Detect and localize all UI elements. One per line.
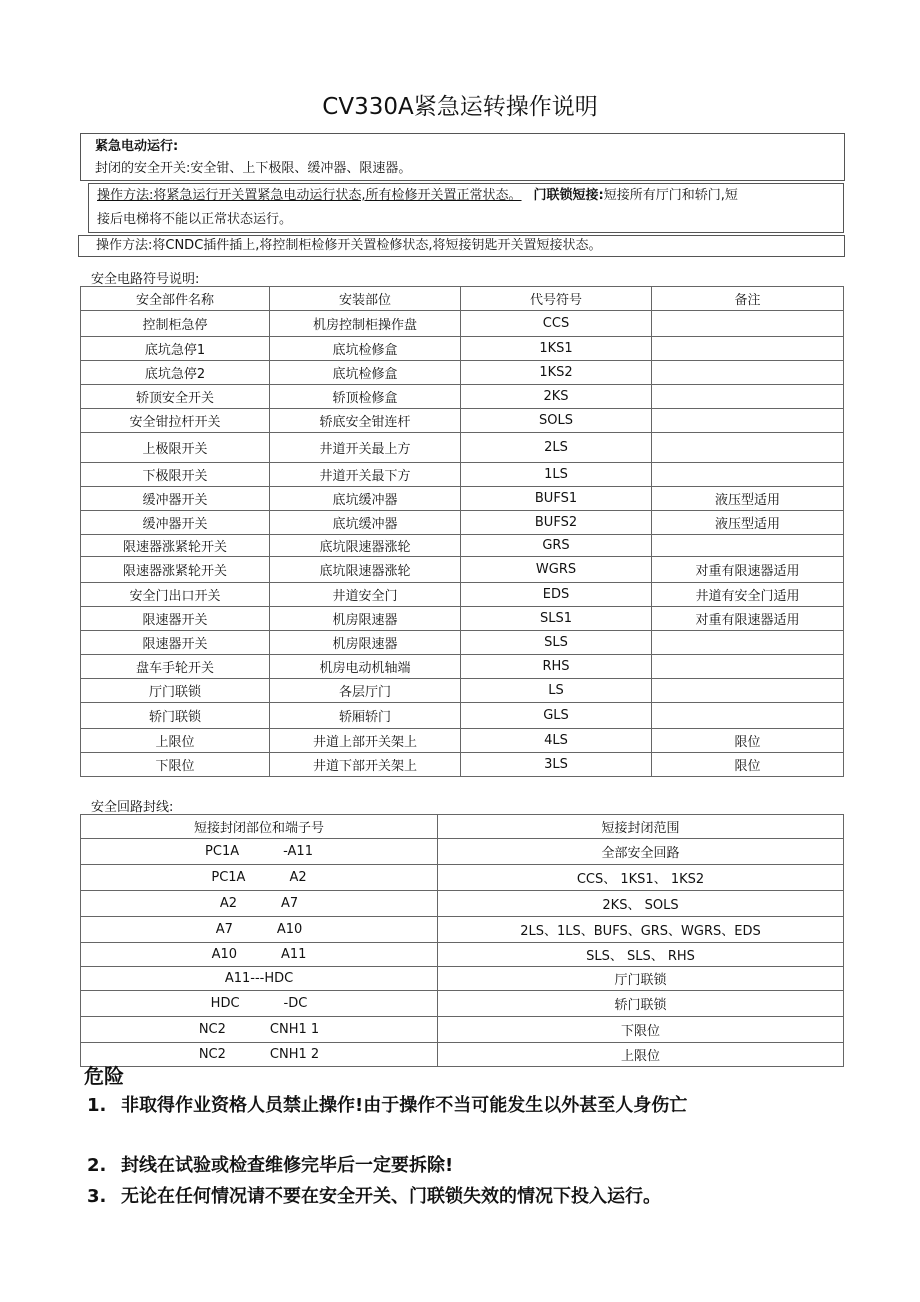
table1-cell: CCS (461, 311, 652, 337)
table-row (81, 839, 844, 865)
terminal-to: A7 (281, 896, 299, 911)
table1-cell: 上限位 (81, 729, 270, 753)
table1-cell: 底坑检修盒 (270, 361, 461, 385)
table1-cell: 机房电动机轴端 (270, 655, 461, 679)
table1-cell: 底坑缓冲器 (270, 511, 461, 535)
table-row (81, 679, 844, 703)
table1-cell: 限位 (652, 753, 844, 777)
table1-cell: LS (461, 679, 652, 703)
table-row (81, 361, 844, 385)
terminal-to: A2 (289, 870, 307, 885)
table1-cell: 底坑急停1 (81, 337, 270, 361)
table1-cell: 底坑急停2 (81, 361, 270, 385)
jumper-terminals-cell (81, 943, 438, 967)
door-lock-bypass-label: 门联锁短接: (533, 188, 604, 203)
table1-cell: 限速器涨紧轮开关 (81, 535, 270, 557)
jumper-range-cell: 上限位 (438, 1043, 844, 1067)
table1-cell (652, 385, 844, 409)
table1-cell: 厅门联锁 (81, 679, 270, 703)
table1-header-cell: 安全部件名称 (81, 287, 270, 311)
table1-cell (652, 433, 844, 463)
table1-cell: BUFS1 (461, 487, 652, 511)
cndc-method-box (78, 235, 845, 257)
jumper-terminals-cell (81, 891, 438, 917)
table-row (81, 463, 844, 487)
table1-cell (652, 337, 844, 361)
jumper-range-cell: 轿门联锁 (438, 991, 844, 1017)
table1-cell: 液压型适用 (652, 487, 844, 511)
terminal-from: HDC (210, 996, 240, 1011)
table-row (81, 409, 844, 433)
table-row (81, 967, 844, 991)
table-row (81, 337, 844, 361)
terminal-to: A11 (281, 947, 307, 962)
table1-cell: 限速器涨紧轮开关 (81, 557, 270, 583)
terminal-from: PC1A (211, 870, 246, 885)
table1-cell: 下限位 (81, 753, 270, 777)
table1-cell: 轿底安全钳连杆 (270, 409, 461, 433)
table-row (81, 655, 844, 679)
table1-cell: 限速器开关 (81, 631, 270, 655)
table1-cell: 机房控制柜操作盘 (270, 311, 461, 337)
safety-loop-caption: 安全回路封线: (91, 800, 174, 815)
emergency-run-box (80, 133, 845, 181)
table1-cell: 轿门联锁 (81, 703, 270, 729)
table1-cell: 井道有安全门适用 (652, 583, 844, 607)
operation-method-line2: 接后电梯将不能以正常状态运行。 (97, 212, 293, 227)
table1-cell: 对重有限速器适用 (652, 607, 844, 631)
jumper-terminals-cell (81, 1043, 438, 1067)
table1-cell (652, 311, 844, 337)
table1-cell: BUFS2 (461, 511, 652, 535)
terminal-from: A7 (215, 922, 233, 937)
terminal-to: -DC (283, 996, 308, 1011)
table-row (81, 703, 844, 729)
table1-cell: RHS (461, 655, 652, 679)
closed-switches-line: 封闭的安全开关:安全钳、上下极限、缓冲器、限速器。 (95, 161, 412, 176)
table1-cell: GRS (461, 535, 652, 557)
table1-cell: 控制柜急停 (81, 311, 270, 337)
table1-cell (652, 463, 844, 487)
cndc-method-text: 操作方法:将CNDC插件插上,将控制柜检修开关置检修状态,将短接钥匙开关置短接状态。 (96, 238, 602, 253)
terminal-to: A10 (276, 922, 303, 937)
jumper-terminals-cell (81, 991, 438, 1017)
table1-cell: 各层厅门 (270, 679, 461, 703)
door-lock-bypass-text: 短接所有厅门和轿门,短 (603, 188, 738, 203)
table1-cell: 机房限速器 (270, 607, 461, 631)
table1-cell: 安全门出口开关 (81, 583, 270, 607)
jumper-range-cell: 2LS、1LS、BUFS、GRS、WGRS、EDS (438, 917, 844, 943)
table1-cell: EDS (461, 583, 652, 607)
jumper-terminals-cell (81, 839, 438, 865)
table1-cell: 下极限开关 (81, 463, 270, 487)
table-row (81, 385, 844, 409)
table1-cell (652, 409, 844, 433)
terminal-to: CNH1 1 (269, 1022, 320, 1037)
jumper-terminals-cell (81, 1017, 438, 1043)
table1-cell: SLS1 (461, 607, 652, 631)
table1-cell (652, 703, 844, 729)
terminal-from: A11---HDC (224, 971, 294, 986)
table1-cell: 1KS2 (461, 361, 652, 385)
table1-cell: 井道下部开关架上 (270, 753, 461, 777)
table1-cell: 缓冲器开关 (81, 487, 270, 511)
table1-cell: 对重有限速器适用 (652, 557, 844, 583)
table-row (81, 557, 844, 583)
danger-item-1: 1. 非取得作业资格人员禁止操作!由于操作不当可能发生以外甚至人身伤亡 (87, 1095, 688, 1116)
table-row (81, 511, 844, 535)
table1-cell: 限速器开关 (81, 607, 270, 631)
table1-cell: 盘车手轮开关 (81, 655, 270, 679)
table1-cell: 底坑检修盒 (270, 337, 461, 361)
table1-cell: 轿厢轿门 (270, 703, 461, 729)
table-row (81, 535, 844, 557)
table2-header-cell: 短接封闭范围 (438, 815, 844, 839)
table-row (81, 729, 844, 753)
table1-cell: SOLS (461, 409, 652, 433)
danger-item-3: 3. 无论在任何情况请不要在安全开关、门联锁失效的情况下投入运行。 (87, 1186, 661, 1207)
table1-cell (652, 631, 844, 655)
table-row (81, 487, 844, 511)
jumper-range-cell: 全部安全回路 (438, 839, 844, 865)
table1-cell: 3LS (461, 753, 652, 777)
page-title: CV330A紧急运转操作说明 (322, 94, 598, 120)
safety-circuit-symbols-table (80, 286, 844, 777)
table-row (81, 865, 844, 891)
table1-cell (652, 655, 844, 679)
table1-cell: 4LS (461, 729, 652, 753)
table1-cell: 2LS (461, 433, 652, 463)
table-row (81, 1017, 844, 1043)
terminal-from: A2 (219, 896, 237, 911)
operation-method-box (88, 183, 844, 233)
table-row (81, 991, 844, 1017)
table1-cell: 限位 (652, 729, 844, 753)
table1-cell: 安全钳拉杆开关 (81, 409, 270, 433)
jumper-terminals-cell (81, 865, 438, 891)
danger-item-2: 2. 封线在试验或检查维修完毕后一定要拆除! (87, 1155, 454, 1176)
table1-cell: 井道上部开关架上 (270, 729, 461, 753)
table-row (81, 943, 844, 967)
table1-cell: WGRS (461, 557, 652, 583)
safety-loop-jumper-table (80, 814, 844, 1067)
jumper-terminals-cell (81, 967, 438, 991)
table-row (81, 607, 844, 631)
jumper-terminals-cell (81, 917, 438, 943)
table1-cell: 井道开关最上方 (270, 433, 461, 463)
danger-heading: 危险 (84, 1064, 124, 1088)
table-row (81, 1043, 844, 1067)
table1-cell (652, 679, 844, 703)
table-row (81, 311, 844, 337)
table1-cell: 1KS1 (461, 337, 652, 361)
terminal-to: CNH1 2 (269, 1047, 320, 1062)
table-row (81, 433, 844, 463)
table-row (81, 753, 844, 777)
table1-header-cell: 安装部位 (270, 287, 461, 311)
table1-cell: 机房限速器 (270, 631, 461, 655)
table1-cell: 底坑限速器涨轮 (270, 557, 461, 583)
terminal-to: -A11 (283, 844, 313, 859)
jumper-range-cell: 厅门联锁 (438, 967, 844, 991)
table1-cell (652, 535, 844, 557)
table2-header-cell: 短接封闭部位和端子号 (81, 815, 438, 839)
table1-cell: 井道开关最下方 (270, 463, 461, 487)
safety-symbols-caption: 安全电路符号说明: (91, 272, 200, 287)
table1-cell: 缓冲器开关 (81, 511, 270, 535)
operation-method-text: 操作方法:将紧急运行开关置紧急电动运行状态,所有检修开关置正常状态。 (97, 188, 522, 203)
terminal-from: NC2 (198, 1022, 226, 1037)
emergency-run-heading: 紧急电动运行: (95, 139, 179, 154)
table-row (81, 583, 844, 607)
table1-cell: 井道安全门 (270, 583, 461, 607)
table-row (81, 917, 844, 943)
table1-cell: SLS (461, 631, 652, 655)
table-row (81, 631, 844, 655)
jumper-range-cell: CCS、 1KS1、 1KS2 (438, 865, 844, 891)
table1-cell: 上极限开关 (81, 433, 270, 463)
terminal-from: NC2 (198, 1047, 226, 1062)
table1-cell: 2KS (461, 385, 652, 409)
jumper-range-cell: 2KS、 SOLS (438, 891, 844, 917)
table1-cell: 底坑缓冲器 (270, 487, 461, 511)
terminal-from: PC1A (205, 844, 240, 859)
table1-cell: 轿顶安全开关 (81, 385, 270, 409)
jumper-range-cell: 下限位 (438, 1017, 844, 1043)
table1-cell: GLS (461, 703, 652, 729)
table1-header-cell: 代号符号 (461, 287, 652, 311)
terminal-from: A10 (211, 947, 237, 962)
table1-cell (652, 361, 844, 385)
table1-cell: 底坑限速器涨轮 (270, 535, 461, 557)
jumper-range-cell: SLS、 SLS、 RHS (438, 943, 844, 967)
table1-cell: 1LS (461, 463, 652, 487)
table-row (81, 891, 844, 917)
table1-cell: 轿顶检修盒 (270, 385, 461, 409)
table1-header-cell: 备注 (652, 287, 844, 311)
table1-cell: 液压型适用 (652, 511, 844, 535)
